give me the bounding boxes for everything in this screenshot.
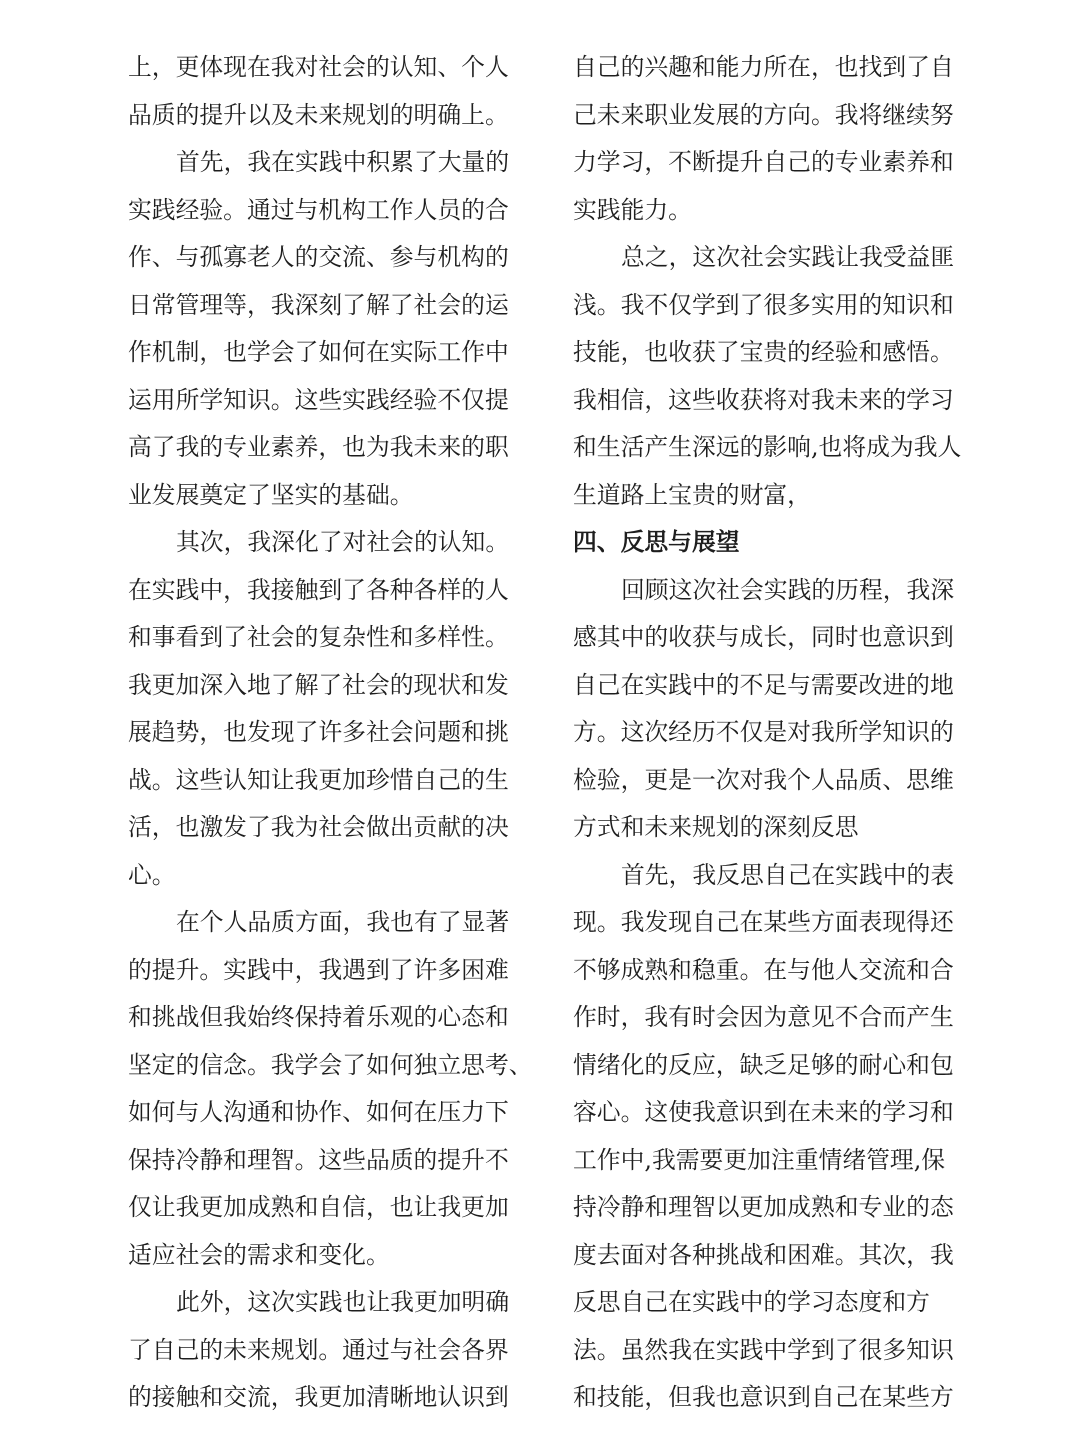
text-line: 技能，也收获了宝贵的经验和感悟。 [573, 338, 954, 366]
text-line: 实践经验。通过与机构工作人员的合 [128, 195, 509, 224]
text-line: 坚定的信念。我学会了如何独立思考、 [128, 1050, 533, 1079]
text-line: 心。 [128, 860, 176, 889]
paragraph-start-line: 此外，这次实践也让我更加明确 [176, 1288, 510, 1316]
text-line: 反思自己在实践中的学习态度和方 [573, 1288, 930, 1316]
text-line: 己未来职业发展的方向。我将继续努 [573, 100, 954, 129]
text-line: 工作中,我需要更加注重情绪管理,保 [573, 1145, 946, 1174]
text-line: 高了我的专业素养，也为我未来的职 [128, 433, 509, 461]
text-line: 作机制，也学会了如何在实际工作中 [128, 338, 509, 366]
right-column [573, 44, 978, 1422]
text-line: 现。我发现自己在某些方面表现得还 [573, 908, 954, 936]
text-line: 运用所学知识。这些实践经验不仅提 [128, 385, 509, 414]
text-line: 检验，更是一次对我个人品质、思维 [573, 765, 954, 794]
text-line: 展趋势，也发现了许多社会问题和挑 [128, 718, 509, 746]
text-line: 度去面对各种挑战和困难。其次，我 [573, 1240, 954, 1269]
text-line: 日常管理等，我深刻了解了社会的运 [128, 290, 509, 319]
text-line: 生道路上宝贵的财富， [573, 480, 811, 509]
text-line: 法。虽然我在实践中学到了很多知识 [573, 1335, 954, 1364]
text-line: 不够成熟和稳重。在与他人交流和合 [573, 955, 954, 984]
text-line: 和挑战但我始终保持着乐观的心态和 [128, 1003, 509, 1031]
text-line: 了自己的未来规划。通过与社会各界 [128, 1335, 509, 1364]
text-line: 和事看到了社会的复杂性和多样性。 [128, 623, 509, 651]
text-line: 自己在实践中的不足与需要改进的地 [573, 670, 954, 699]
text-line: 方式和未来规划的深刻反思 [573, 813, 859, 841]
paragraph-start-line: 其次，我深化了对社会的认知。 [176, 528, 510, 556]
text-line: 我相信，这些收获将对我未来的学习 [573, 385, 954, 414]
text-line: 品质的提升以及未来规划的明确上。 [128, 100, 509, 129]
text-line: 自己的兴趣和能力所在，也找到了自 [573, 53, 954, 81]
text-line: 适应社会的需求和变化。 [128, 1240, 390, 1269]
text-line: 作、与孤寡老人的交流、参与机构的 [128, 243, 509, 271]
text-line: 如何与人沟通和协作、如何在压力下 [128, 1098, 509, 1126]
paragraph-start-line: 首先，我在实践中积累了大量的 [176, 148, 510, 176]
section-heading: 四、反思与展望 [573, 528, 740, 556]
text-line: 的接触和交流，我更加清晰地认识到 [128, 1383, 509, 1411]
text-line: 实践能力。 [573, 195, 692, 224]
text-line: 仅让我更加成熟和自信，也让我更加 [128, 1193, 509, 1221]
text-line: 持冷静和理智以更加成熟和专业的态 [573, 1193, 954, 1221]
paragraph-start-line: 总之，这次社会实践让我受益匪 [621, 243, 955, 271]
text-line: 我更加深入地了解了社会的现状和发 [128, 670, 509, 699]
text-line: 作时，我有时会因为意见不合而产生 [573, 1003, 954, 1031]
text-line: 浅。我不仅学到了很多实用的知识和 [573, 290, 954, 319]
paragraph-start-line: 在个人品质方面，我也有了显著 [176, 908, 510, 936]
left-column [128, 44, 533, 1422]
text-line: 上，更体现在我对社会的认知、个人 [128, 53, 509, 81]
text-line: 战。这些认知让我更加珍惜自己的生 [128, 765, 509, 794]
text-line: 和技能，但我也意识到自己在某些方 [573, 1383, 954, 1411]
text-line: 保持冷静和理智。这些品质的提升不 [128, 1145, 509, 1174]
text-line: 方。这次经历不仅是对我所学知识的 [573, 718, 954, 746]
text-line: 容心。这使我意识到在未来的学习和 [573, 1098, 954, 1126]
text-line: 和生活产生深远的影响,也将成为我人 [573, 433, 962, 461]
text-line: 感其中的收获与成长，同时也意识到 [573, 623, 954, 651]
text-line: 活，也激发了我为社会做出贡献的决 [128, 813, 509, 841]
text-line: 业发展奠定了坚实的基础。 [128, 480, 414, 509]
text-line: 力学习，不断提升自己的专业素养和 [573, 148, 954, 176]
text-line: 的提升。实践中，我遇到了许多困难 [128, 955, 509, 984]
text-line: 在实践中，我接触到了各种各样的人 [128, 575, 509, 604]
paragraph-start-line: 回顾这次社会实践的历程，我深 [621, 575, 955, 604]
paragraph-start-line: 首先，我反思自己在实践中的表 [621, 860, 955, 889]
text-line: 情绪化的反应，缺乏足够的耐心和包 [573, 1050, 954, 1079]
